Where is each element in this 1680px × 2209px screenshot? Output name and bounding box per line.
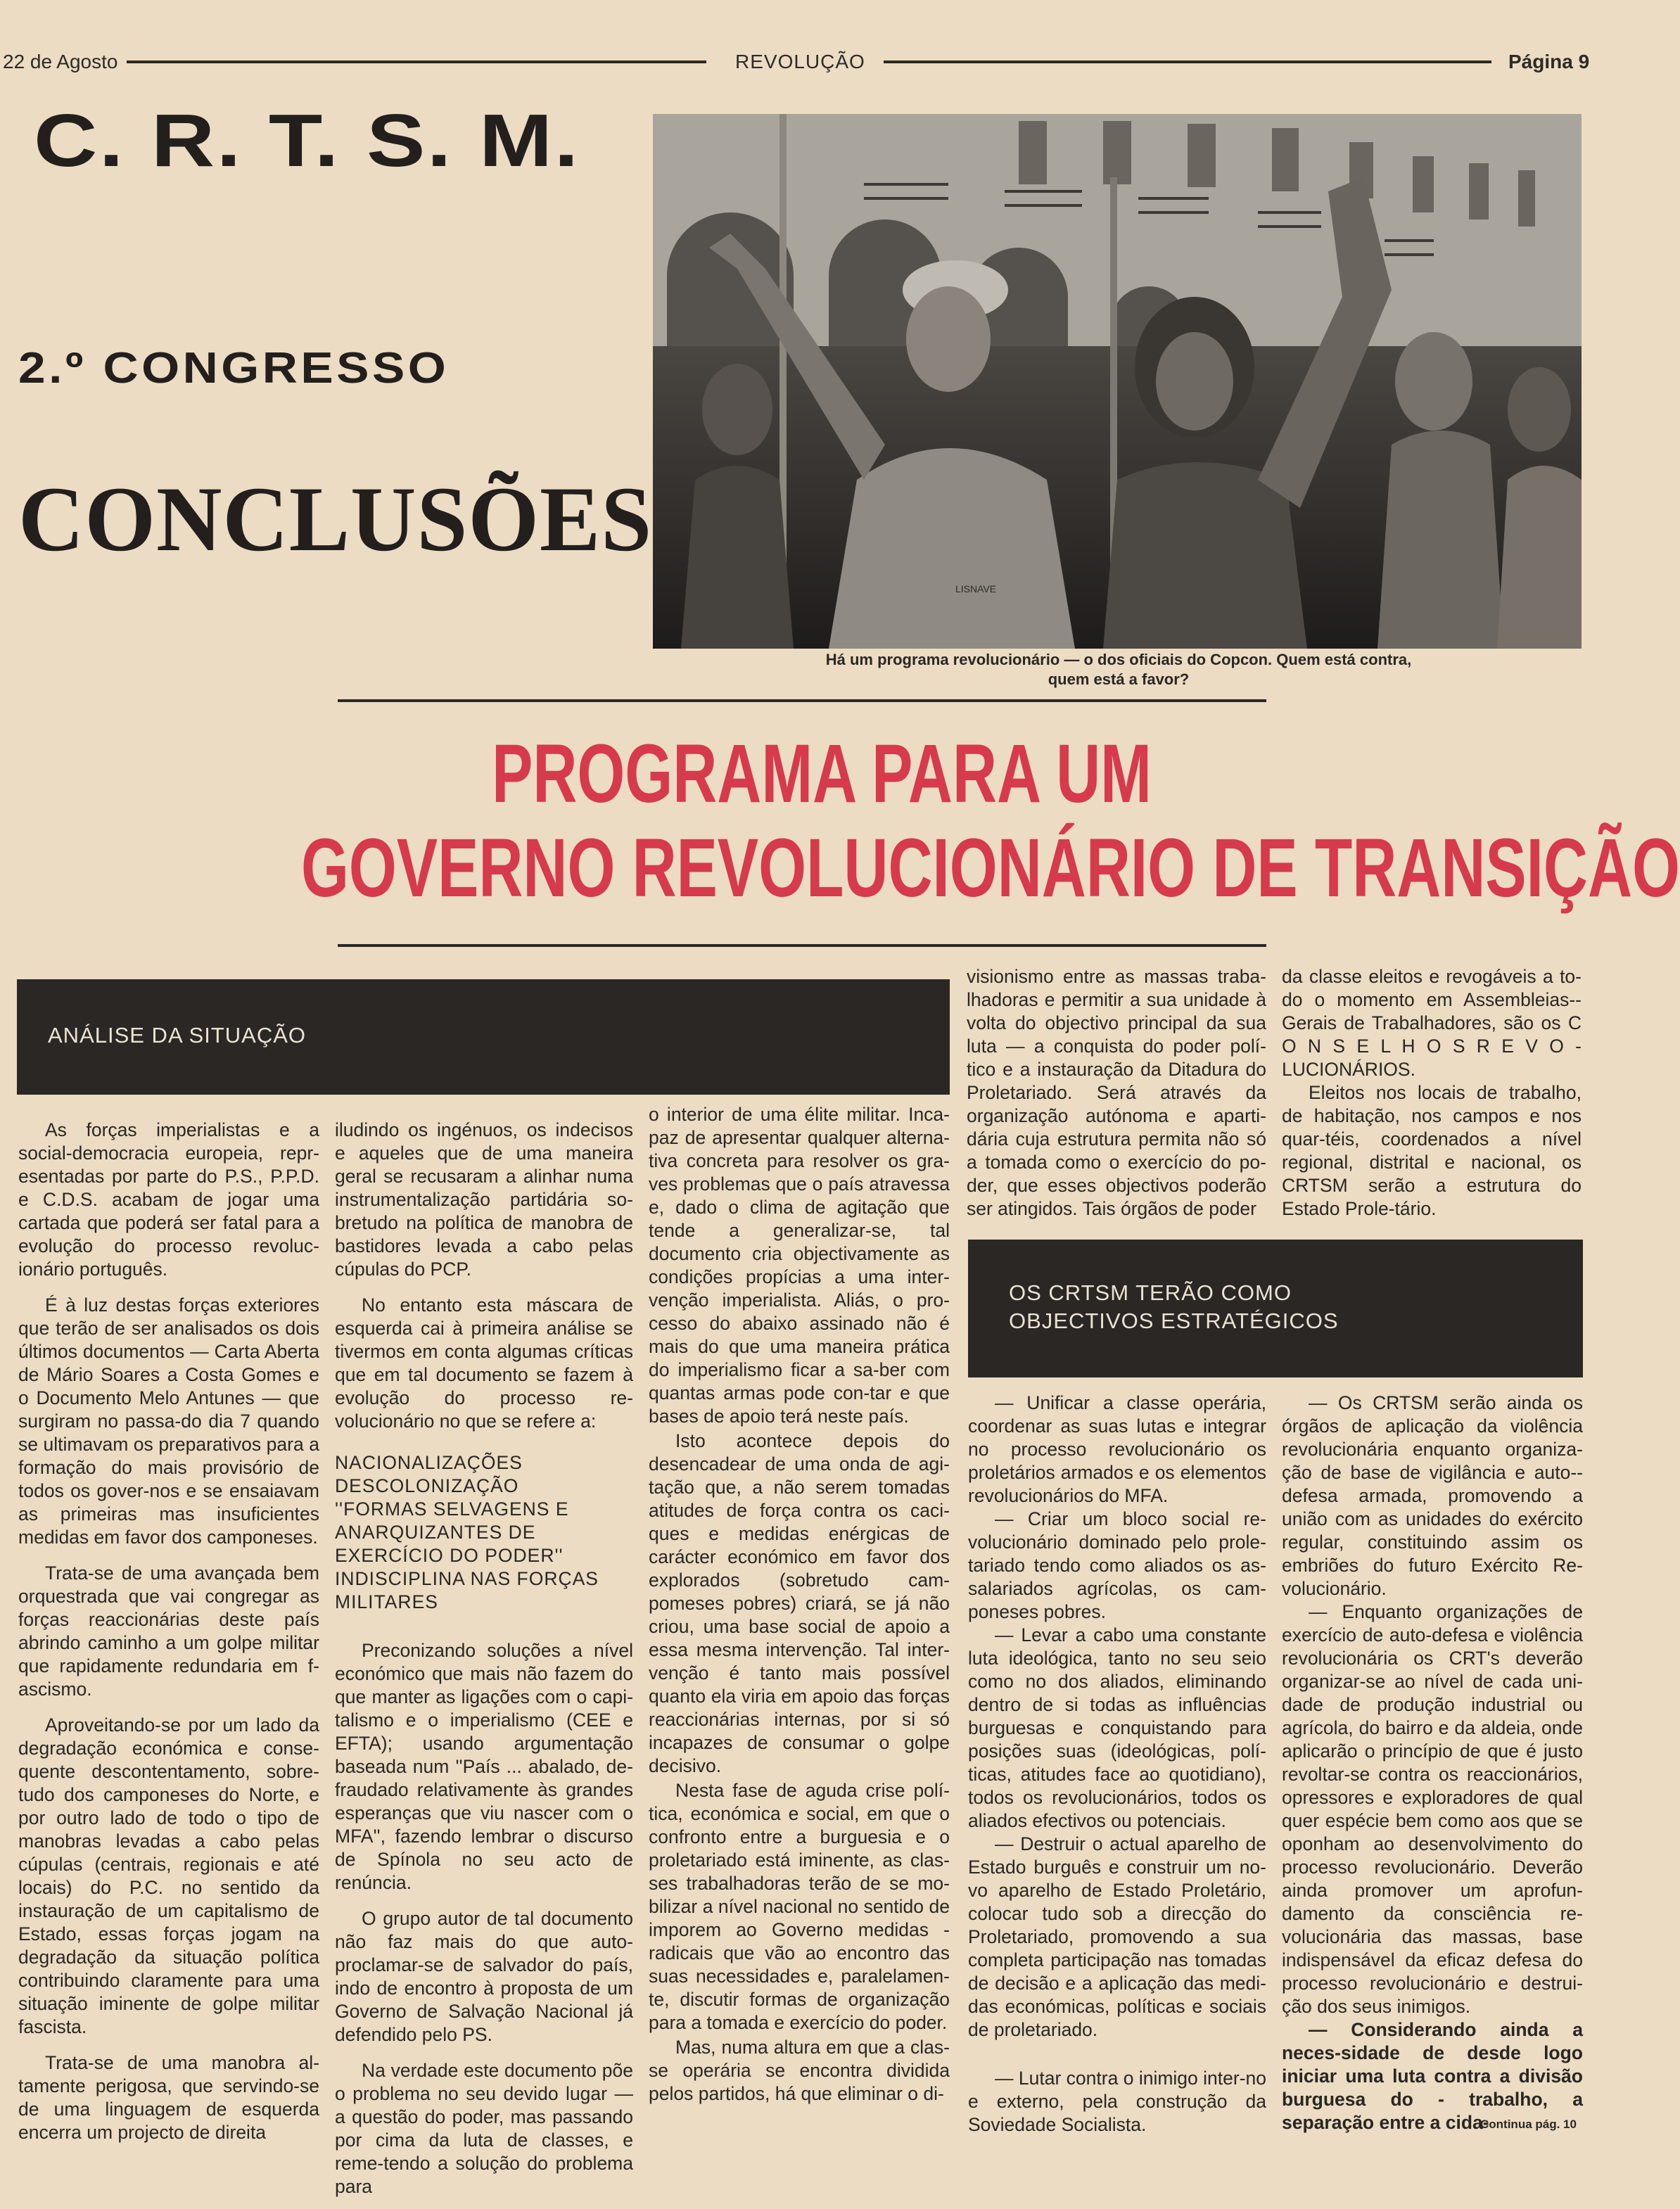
paragraph: Eleitos nos locais de trabalho, de habitação, nos campos e nos quar-téis, coordenados a nível regional, distrital e nacional, os CRTSM serão a estrutura do Estado Prole-tário.	[1282, 1082, 1582, 1219]
headline-line2: GOVERNO REVOLUCIONÁRIO DE TRANSIÇÃO	[301, 822, 1680, 915]
text-column-4-top	[967, 965, 1266, 1226]
section-band-analise	[17, 979, 950, 1095]
text-column-4-bottom	[968, 1392, 1266, 2139]
protest-photo	[653, 114, 1582, 649]
paragraph: visionismo entre as massas traba-lhadoras e permitir a sua unidade à volta do objectivo principal da sua luta — a conquista do poder polí-tico e a instauração da Ditadura do Proletariado. Será através da organização autónoma e aparti-dária cuja estrutura permita não só a tomada como o exercício do po-der, que esses objectivos poderão ser atingidos. Tais órgãos de poder	[967, 966, 1266, 1219]
paragraph: da classe eleitos e revogáveis a to-do o momento em Assembleias--Gerais de Trabalhadores, são os C O N S E L H O S R E V O - LUCIONÁRIOS.	[1282, 966, 1582, 1080]
photo-caption-line1: Há um programa revolucionário — o dos oficiais do Copcon. Quem está contra,	[825, 651, 1412, 668]
paragraph: — Considerando ainda a neces-sidade de desde logo iniciar uma luta contra a divisão burguesa do - trabalho, a separação entre a cida-	[1282, 2019, 1583, 2133]
paragraph: — Destruir o actual aparelho de Estado burguês e construir um no-vo aparelho de Estado Proletário, colocar tudo sob a direcção do Proletariado, promovendo a sua completa participação nas tomadas de decisão e a aplicação das medi-das económicas, políticas e sociais de proletariado.	[968, 1833, 1266, 2040]
header-date: 22 de Agosto	[3, 51, 118, 72]
criticism-list	[335, 1451, 633, 1614]
paragraph: O grupo autor de tal documento não faz mais do que auto-proclamar-se de salvador do país, indo de encontro à proposta de um Governo de Salvação Nacional já defendido pelo PS.	[335, 1908, 633, 2045]
paragraph: — Unificar a classe operária, coordenar as suas lutas e integrar no processo revolucionário os proletários armados e os elementos revolucionários do MFA.	[968, 1392, 1266, 1506]
paragraph: Nesta fase de aguda crise polí-tica, económica e social, em que o confronto entre a burguesia e o proletariado está iminente, as clas-ses trabalhadoras terão de se mo-bilizar a nível nacional no sentido de imporem ao Governo medidas -radicais que vão ao encontro das suas necessidades e, paralelamen-te, discutir formas de organização para a tomada e exercício do poder.	[649, 1780, 950, 2033]
paragraph: iludindo os ingénuos, os indecisos e aqueles que de uma maneira geral se recusaram a alinhar numa instrumentalização partidária so-bretudo na política de manobra de bastidores levada a cabo pelas cúpulas do PCP.	[335, 1119, 633, 1280]
org-acronym: C. R. T. S. M.	[34, 99, 580, 182]
paragraph: Aproveitando-se por um lado da degradação económica e conse-quente descontentamento, sobre-tudo dos camponeses do Norte, e por outro lado de todo o tipo de manobras levadas a cabo pelas cúpulas (centrais, regionais e até locais) do P.C. no sentido da instauração de um capitalismo de Estado, essas forças jogam na degradação da situação política contribuindo claramente para uma situação iminente de golpe militar fascista.	[18, 1714, 319, 2037]
paragraph: É à luz destas forças exteriores que terão de ser analisados os dois últimos documentos — Carta Aberta de Mário Soares a Costa Gomes e o Documento Melo Antunes — que surgiram no passa-do dia 7 quando se ultimavam os preparativos para a formação do mais provisório de todos os gover-nos e se ensaiavam as primeiras mas insuficientes medidas em favor dos camponeses.	[18, 1294, 319, 1548]
section-title-objectivos-line1: OS CRTSM TERÃO COMO	[1009, 1280, 1292, 1305]
text-column-2	[335, 1119, 633, 2197]
headline-rule-top	[338, 699, 1266, 702]
continued-note: Continua pág. 10	[1480, 2118, 1577, 2131]
header-page-number: Página 9	[1508, 51, 1590, 72]
photo-caption	[704, 650, 1534, 689]
paragraph: Mas, numa altura em que a clas-se operária se encontra dividida pelos partidos, há que eliminar o di-	[649, 2037, 950, 2104]
header-paper-name: REVOLUÇÃO	[735, 51, 865, 72]
text-column-5-top	[1282, 965, 1582, 1226]
header-rule-left	[127, 61, 706, 63]
paragraph: No entanto esta máscara de esquerda cai à primeira análise se tivermos em conta algumas críticas que em tal documento se fazem à evolução do processo re-volucionário no que se refere a:	[335, 1294, 633, 1432]
paragraph: — Os CRTSM serão ainda os órgãos de aplicação da violência revolucionária enquanto organiza-ção de base de vigilância e auto--defesa armada, promovendo a união com as unidades do exército regular, constituindo assim os embriões do futuro Exército Re-volucionário.	[1282, 1392, 1583, 1599]
headline-line1: PROGRAMA PARA UM	[492, 727, 1152, 820]
helmet-text: LISNAVE	[955, 583, 997, 594]
paragraph: Preconizando soluções a nível económico que mais não fazem do que manter as ligações com o capi-talismo e o imperialismo (CEE e EFTA); usando argumentação baseada num ''País ... abalado, de-fraudado relativamente às grandes esperanças que viu nascer com o MFA'', fazendo lembrar o discurso de Spínola no seu acto de renúncia.	[335, 1640, 633, 1893]
paragraph: — Lutar contra o inimigo inter-no e externo, pela construção da Soviedade Socialista.	[968, 2068, 1266, 2135]
paragraph: Trata-se de uma avançada bem orquestrada que vai congregar as forças reaccionárias deste país abrindo caminho a um golpe militar que rapidamente redundaria em f-ascismo.	[18, 1562, 319, 1700]
list-item: INDISCIPLINA NAS FORÇAS MILITARES	[335, 1568, 599, 1612]
section-band-objectivos	[968, 1240, 1583, 1377]
paragraph: — Criar um bloco social re-volucionário dominado pelo prole-tariado tendo como aliados os as-salariados agrícolas, os cam-poneses pobres.	[968, 1508, 1266, 1622]
protest-photo-image	[653, 114, 1582, 649]
paragraph: — Enquanto organizações de exercício de auto-defesa e violência revolucionária os CRT's deverão organizar-se ao nível de cada uni-dade de produção industrial ou agrícola, do bairro e da aldeia, onde aplicarão o princípio de que é justo revoltar-se contra os reaccionários, opressores e exploradores de qual quer espécie bem como aos que se oponham ao desenvolvimento do processo revolucionário. Deverão ainda promover um aprofun-damento da consciência re-volucionária das massas, base indispensável da eficaz defesa do processo revolucionário e destrui-ção dos seus inimigos.	[1282, 1601, 1583, 2017]
congress-title: 2.º CONGRESSO	[18, 344, 450, 393]
paragraph: Na verdade este documento põe o problema no seu devido lugar — a questão do poder, mas passando por cima da luta de classes, e reme-tendo a solução do problema para	[335, 2060, 633, 2197]
photo-caption-line2: quem está a favor?	[1048, 670, 1190, 688]
paragraph: Trata-se de uma manobra al-tamente perigosa, que servindo-se de uma linguagem de esquerda encerra um projecto de direita	[18, 2052, 319, 2143]
text-column-1	[18, 1119, 319, 2143]
section-title-objectivos-line2: OBJECTIVOS ESTRATÉGICOS	[1009, 1309, 1339, 1333]
list-item: DESCOLONIZAÇÃO	[335, 1475, 519, 1496]
paragraph: As forças imperialistas e a social-democracia europeia, repr-esentadas por parte do P.S., P.P.D. e C.D.S. acabam de jogar uma cartada que poderá ser fatal para a evolução do processo revoluc-ionário português.	[18, 1119, 319, 1280]
header-rule-right	[884, 61, 1491, 63]
section-title-analise: ANÁLISE DA SITUAÇÃO	[48, 1023, 306, 1048]
conclusions-title: CONCLUSÕES	[18, 467, 653, 571]
headline-rule-bottom	[338, 944, 1266, 947]
paragraph: o interior de uma élite militar. Inca-paz de apresentar qualquer alterna-tiva concreta para resolver os gra-ves problemas que o país atravessa e, dado o clima de agitação que tende a generalizar-se, tal documento cria objectivamente as condições propícias a uma inter-venção imperialista. Aliás, o pro-cesso do abaixo assinado não é mais do que uma maneira prática do imperialismo ficar a sa-ber com quantas armas pode con-tar e que bases de apoio terá neste país.	[649, 1104, 950, 1427]
paragraph: — Levar a cabo uma constante luta ideológica, tanto no seu seio como no dos aliados, eliminando dentro de si todas as influências burguesas e conquistando para posições suas (ideológicas, polí-ticas, atitudes face ao quotidiano), todos os revolucionários, todos os aliados efectivos ou potenciais.	[968, 1624, 1266, 1831]
list-item: NACIONALIZAÇÕES	[335, 1452, 523, 1473]
paragraph: Isto acontece depois do desencadear de uma onda de agi-tação que, a não serem tomadas atitudes de força contra os caci-ques e medidas enérgicas de carácter económico em favor dos explorados (sobretudo cam-pomeses pobres) criará, se já não criou, uma base social de apoio a essa mesma intervenção. Tal inter-venção é tanto mais possível quanto ela viria em apoio das forças reaccionárias internas, por si só incapazes de consumar o golpe decisivo.	[649, 1430, 950, 1776]
list-item: ''FORMAS SELVAGENS E ANARQUIZANTES DE EXERCÍCIO DO PODER''	[335, 1498, 569, 1566]
text-column-3	[649, 1103, 950, 2139]
